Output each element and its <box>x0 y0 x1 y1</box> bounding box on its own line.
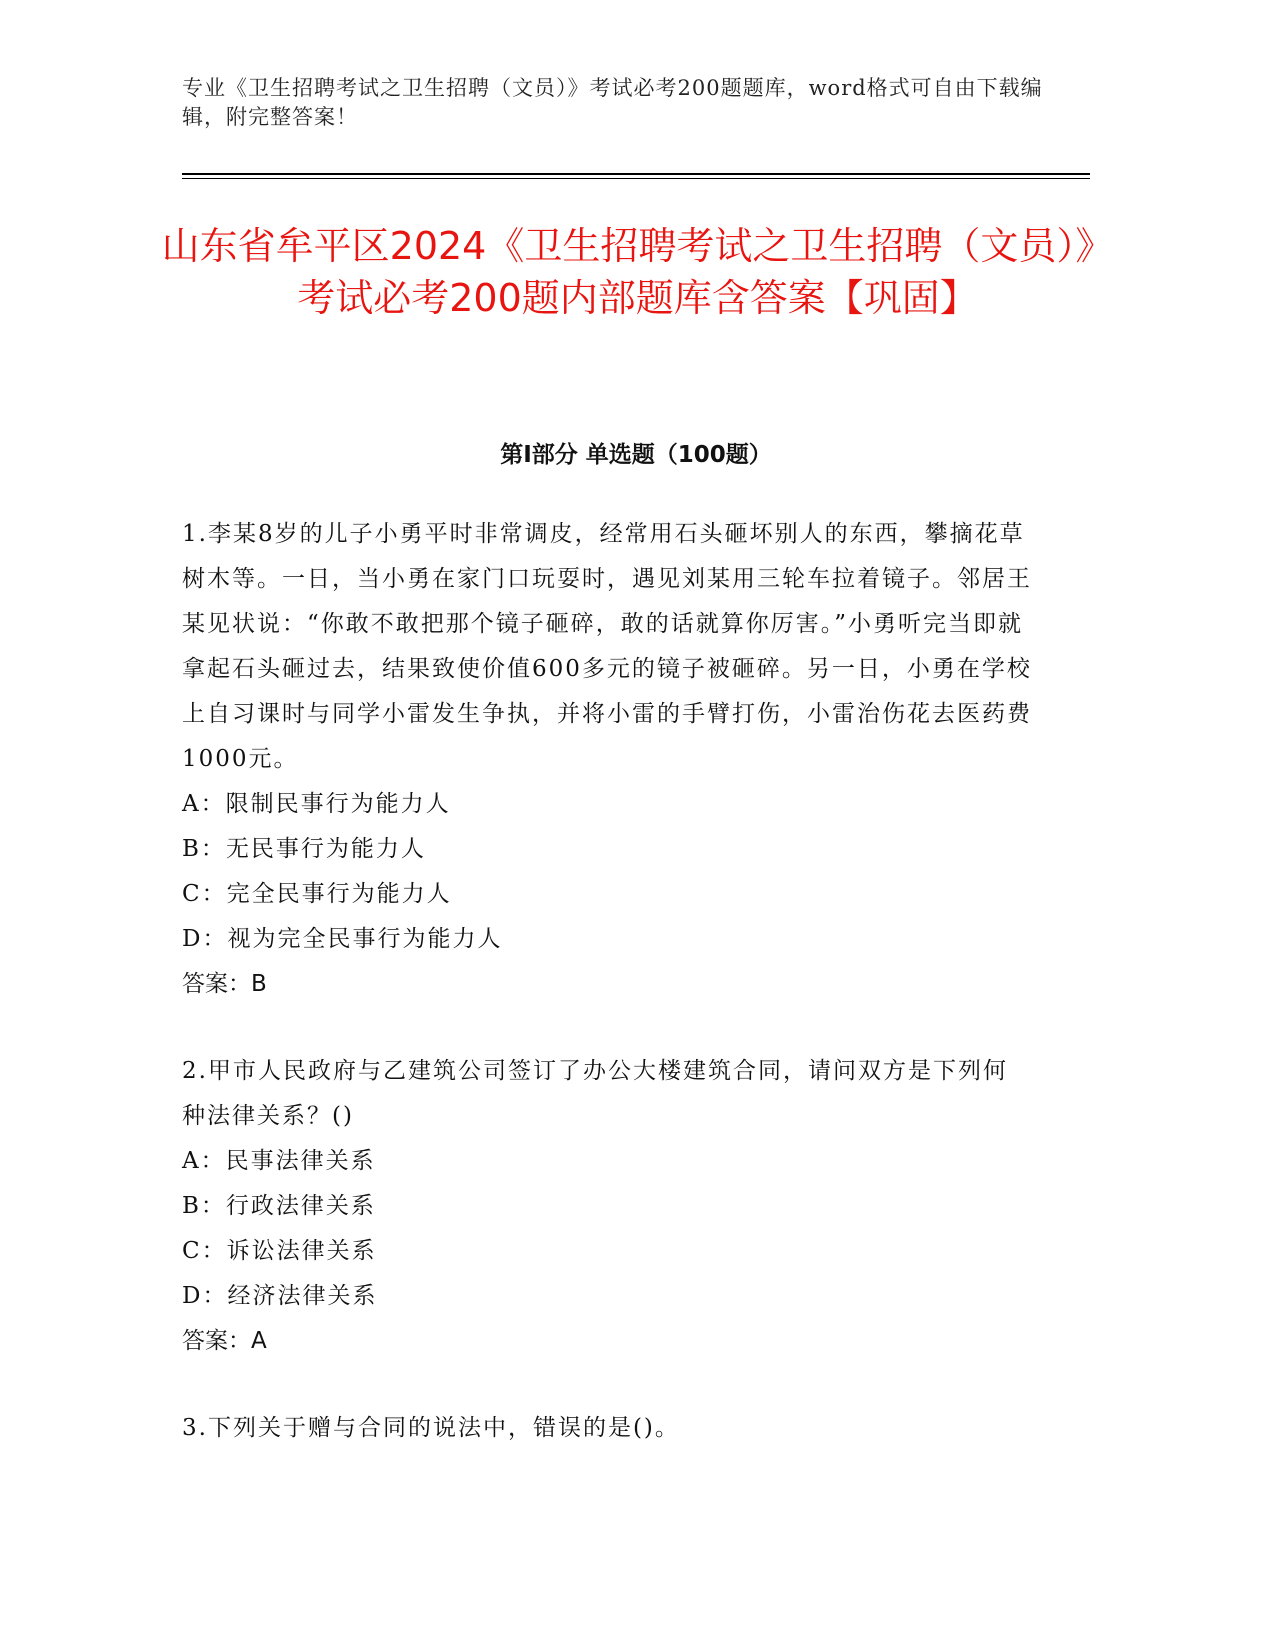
answer: 答案：A <box>182 1328 267 1354</box>
section-title: 第Ⅰ部分 单选题（100题） <box>500 442 772 468</box>
question-text: 1.李某8岁的儿子小勇平时非常调皮，经常用石头砸坏别人的东西，攀摘花草树木等。一日，当小勇在家门口玩耍时，遇见刘某用三轮车拉着镜子。邻居王某见状说：“你敢不敢把那个镜子砸碎，敢的话就算你厉害。”小勇听完当即就拿起石头砸过去，结果致使价值600多元的镜子被砸碎。另一日，小勇在学校上自习课时与同学小雷发生争执，并将小雷的手臂打伤，小雷治伤花去医药费1000元。 <box>182 521 1032 772</box>
option-b: B：无民事行为能力人 <box>182 836 426 862</box>
header-rule-thin <box>182 178 1090 179</box>
question-1 <box>182 512 1032 1007</box>
option-a: A：民事法律关系 <box>182 1148 376 1174</box>
question-2 <box>182 1049 1032 1364</box>
header-note: 专业《卫生招聘考试之卫生招聘（文员）》考试必考200题题库，word格式可自由下载编辑，附完整答案！ <box>182 76 1043 129</box>
question-text: 2.甲市人民政府与乙建筑公司签订了办公大楼建筑合同，请问双方是下列何种法律关系？() <box>182 1058 1008 1129</box>
question-text: 3.下列关于赠与合同的说法中，错误的是()。 <box>182 1415 680 1441</box>
question-3 <box>182 1406 1032 1451</box>
option-d: D：经济法律关系 <box>182 1283 378 1309</box>
header-rule-thick <box>182 173 1090 175</box>
option-c: C：完全民事行为能力人 <box>182 881 452 907</box>
option-c: C：诉讼法律关系 <box>182 1238 377 1264</box>
document-title: 山东省牟平区2024《卫生招聘考试之卫生招聘（文员）》考试必考200题内部题库含答案【巩固】 <box>161 224 1114 320</box>
option-a: A：限制民事行为能力人 <box>182 791 451 817</box>
option-d: D：视为完全民事行为能力人 <box>182 926 503 952</box>
option-b: B：行政法律关系 <box>182 1193 376 1219</box>
question-list <box>182 512 1032 1451</box>
answer: 答案：B <box>182 971 267 997</box>
